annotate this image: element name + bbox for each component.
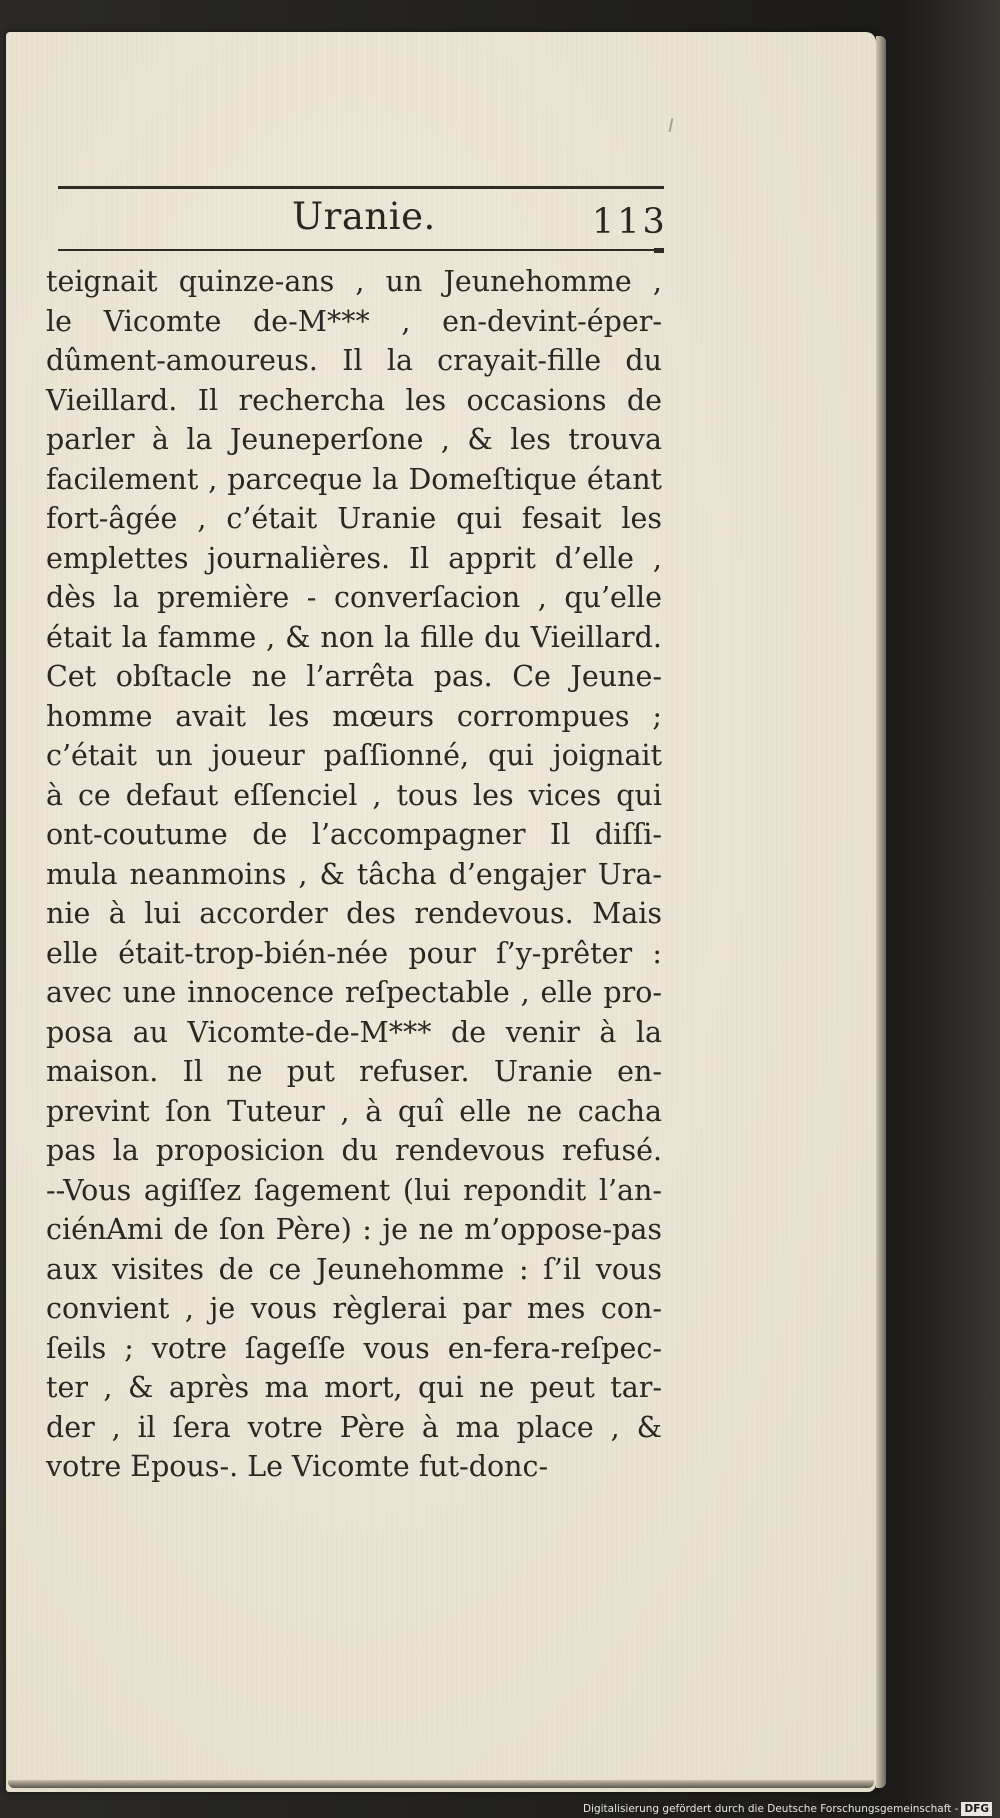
text-line: à ce defaut eſſenciel , tous les vices qui (46, 778, 662, 812)
text-line: ter , & après ma mort, qui ne peut tar- (46, 1371, 662, 1404)
body-text (46, 262, 662, 1487)
text-line: posa au Vicomte-de-M*** de venir à la (46, 1015, 662, 1049)
header-rule-bottom (58, 249, 664, 251)
text-line: nie à lui accorder des rendevous. Mais (46, 897, 662, 930)
page-number: 113 (592, 202, 668, 242)
text-line: teignait quinze-ans , un Jeunehomme , (46, 265, 662, 298)
text-line: aux visites de ce Jeunehomme : ſ’il vous (46, 1252, 662, 1286)
page-edge-bottom (8, 1780, 874, 1788)
text-line: der , il ſera votre Père à ma place , & (46, 1410, 662, 1444)
dfg-logo: DFG (961, 1802, 992, 1816)
text-line: parler à la Jeuneperſone , & les trouva (46, 423, 662, 456)
text-line: emplettes journalières. Il apprit d’elle , (46, 541, 662, 575)
text-line: le Vicomte de-M*** , en-devint-éper- (46, 304, 662, 338)
header-rule-ornament (654, 248, 664, 253)
digitization-credit (560, 1800, 992, 1818)
text-line: c’était un joueur paſſionné, qui joignait (46, 739, 662, 772)
text-line: était la famme , & non la fille du Vieillard. (46, 620, 662, 654)
credit-text: Digitalisierung gefördert durch die Deutsche Forschungsgemeinschaft - (582, 1803, 959, 1815)
text-line: Cet obſtacle ne l’arrêta pas. Ce Jeune- (46, 660, 662, 693)
running-title: Uranie. (292, 195, 436, 238)
text-line: dès la première - converſacion , qu’elle (46, 581, 662, 614)
text-line: dûment-amoureus. Il la crayait-fille du (46, 344, 662, 377)
text-line: ont-coutume de l’accompagner Il diſſi- (46, 818, 662, 851)
header-rule-top (58, 186, 664, 189)
text-line: prevint ſon Tuteur , à quî elle ne cacha (46, 1094, 662, 1128)
text-line: avec une innocence reſpectable , elle pro- (46, 976, 662, 1009)
text-line: votre Epous-. Le Vicomte fut-donc- (46, 1450, 549, 1483)
text-line: maison. Il ne put refuser. Uranie en- (46, 1055, 662, 1088)
page-edge-right (876, 36, 886, 1788)
text-line: pas la proposicion du rendevous refusé. (46, 1134, 662, 1167)
text-line: convient , je vous règlerai par mes con- (46, 1292, 662, 1325)
text-line: fort-âgée , c’était Uranie qui fesait les (46, 502, 662, 535)
text-line: --Vous agiſſez ſagement (lui repondit l’an- (46, 1173, 662, 1207)
text-line: mula neanmoins , & tâcha d’engajer Ura- (46, 857, 662, 891)
text-line: homme avait les mœurs corrompues ; (46, 699, 662, 733)
text-line: elle était-trop-bién-née pour ſ’y-prêter : (46, 936, 662, 970)
text-line: ciénAmi de ſon Père) : je ne m’oppose-pas (46, 1213, 662, 1246)
text-line: facilement , parceque la Domeſtique étant (46, 462, 662, 496)
text-line: ſeils ; votre ſageſſe vous en-fera-reſpec- (46, 1331, 662, 1365)
text-line: Vieillard. Il recherchа les occasions de (46, 383, 662, 417)
